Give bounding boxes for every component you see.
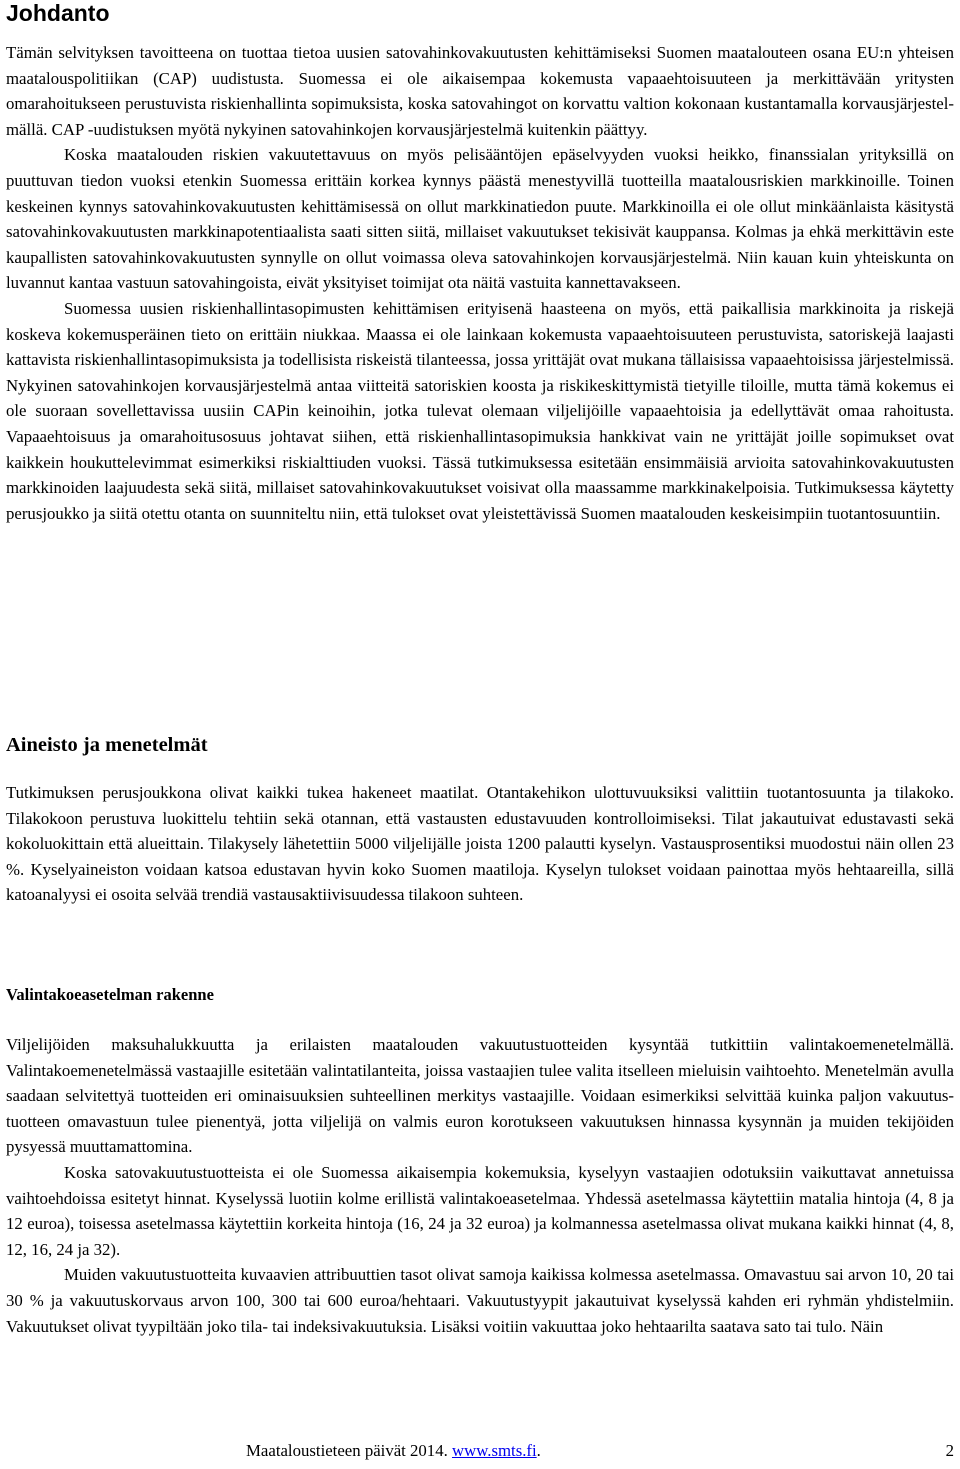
methods-body (6, 780, 954, 908)
paragraph: Koska satovakuutustuotteista ei ole Suomessa aikaisempia kokemuksia, kyselyyn vastaajien odotuksiin vaikuttavat annetuissa vaihtoehdoissa esitetyt hinnat. Kyselyssä luotiin kolme erillistä valintakoeasetelmaa. Yhdessä asetelmassa käytettiin matalia hintoja (4, 8 ja 12 euroa), toisessa asetelmassa käytettiin korkeita hintoja (16, 24 ja 32 euroa) ja kolmannessa asetelmassa olivat mukana kaikki hinnat (4, 8, 12, 16, 24 ja 32). (6, 1162, 954, 1259)
footer-dot: . (536, 1441, 541, 1460)
footer-citation (246, 1440, 541, 1462)
intro-body (6, 40, 954, 526)
paragraph: Tämän selvityksen tavoitteena on tuottaa tietoa uusien satovahinkovakuutusten kehittämiseksi Suomen maatalouteen osana EU:n yhteisen maatalouspolitiikan (CAP) uudistusta. Suomessa ei ole aikaisempaa kokemusta vapaaehtoisuuteen ja merkittävään yritysten omarahoitukseen perustuvista riskienhallinta sopimuksista, koska satovahingot on korvattu valtion kokonaan kustantamalla korvausjärjestelmällä. CAP -uudistuksen myötä nykyinen satovahinkojen korvausjärjestelmä kuitenkin päättyy. (6, 43, 954, 139)
subsection-heading-choice: Valintakoeasetelman rakenne (6, 985, 214, 1004)
paragraph: Viljelijöiden maksuhalukkuutta ja erilaisten maatalouden vakuutustuotteiden kysyntää tutkittiin valintakoemenetelmällä. Valintakoemenetelmässä vastaajille esitetään valintatilanteita, joissa vastaajien tulee valita itselleen mieluisin vaihtoehto. Menetelmän avulla saadaan selvitettyä tuotteiden eri ominaisuuksien suhteellinen merkitys vastaajille. Voidaan esimerkiksi selvittää kuinka paljon vakuutustuotteen omavastuun tulee pienentyä, jotta viljelijä on valmis euron korotukseen vakuutuksen hinnassa kysynnän ja muiden tekijöiden pysyessä muuttamattomina. (6, 1035, 954, 1157)
paragraph: Suomessa uusien riskienhallintasopimusten kehittämisen erityisenä haasteena on myös, että paikallisia markkinoita ja riskejä koskeva kokemusperäinen tieto on erittäin niukkaa. Maassa ei ole lainkaan kokemusta vapaaehtoisuuteen perustuvista, satoriskejä laajasti kattavista riskienhallintasopimuksista ja todellisista riskeistä tilanteessa, jossa yrittäjät ovat mukana tällaisissa vapaaehtoisissa järjestelmissä. Nykyinen satovahinkojen korvausjärjestelmä antaa viitteitä satoriskien koosta ja riskikeskittymistä tietyille tiloille, mutta tämä kokemus ei ole suoraan sovellettavissa uusiin CAPin keinoihin, jotka tulevat olemaan viljelijöille vapaaehtoisia ja edellyttävät omaa rahoitusta. Vapaaehtoisuus ja omarahoitusosuus johtavat siihen, että riskienhallintasopimuksia hankkivat vain ne yrittäjät joille sopimukset ovat kaikkein houkuttelevimmat esimerkiksi riskialttiuden vuoksi. Tässä tutkimuksessa esitetään ensimmäisiä arvioita satovahinkovakuutusten markkinoiden laajuudesta sekä siitä, millaiset satovahinkovakuutukset voisivat olla maassamme markkinakelpoisia. Tutkimuksessa käytetty perusjoukko ja siitä otettu otanta on suunniteltu niin, että tulokset ovat yleistettävissä Suomen maatalouden keskeisimpiin tuotantosuuntiin. (6, 298, 954, 523)
paragraph: Tutkimuksen perusjoukkona olivat kaikki tukea hakeneet maatilat. Otantakehikon ulottuvuuksiksi valittiin tuotantosuunta ja tilakoko. Tilakokoon perustuva luokittelu tehtiin sekä otannan, että vastausten edustavuuden kontrolloimiseksi. Tilat jakautuivat edustavasti sekä kokoluokittain että alueittain. Tilakysely lähetettiin 5000 viljelijälle joista 1200 palautti kyselyn. Vastausprosentiksi muodostui näin ollen 23 %. Kyselyaineiston voidaan katsoa edustavan hyvin koko Suomen maatiloja. Kyselyn tulokset voidaan painottaa myös hehtaareilla, sillä katoanalyysi ei osoita selvää trendiä vastausaktiivisuudessa tilakoon suhteen. (6, 783, 954, 905)
page-number: 2 (945, 1441, 954, 1460)
footer-link[interactable]: www.smts.fi (451, 1441, 537, 1460)
paragraph: Koska maatalouden riskien vakuutettavuus on myös pelisääntöjen epäselvyyden vuoksi heikko, finanssialan yrityksillä on puuttuvan tiedon vuoksi etenkin Suomessa erittäin korkea kynnys päästä menestyvillä tuotteilla maatalousriskien markkinoille. Toinen keskeinen kynnys satovahinkovakuutusten kehittämisessä on ollut markkinatiedon puute. Markkinoilla ei ole ollut minkäänlaista käsitystä satovahinkovakuutusten markkinapotentiaalista saati sitten siitä, millaiset vakuutukset tekisivät kauppansa. Kolmas ja ehkä merkittävin este kaupallisten satovahinkovakuutusten synnylle on ollut voimassa oleva satovahinkojen korvausjärjestelmä. Niin kauan kuin yhteiskunta on luvannut kantaa vastuun satovahingoista, eivät yksityiset toimijat ota näitä vastuita kannettavakseen. (6, 145, 954, 293)
paragraph: Muiden vakuutustuotteita kuvaavien attribuuttien tasot olivat samoja kaikissa kolmessa asetelmassa. Omavastuu sai arvon 10, 20 tai 30 % ja vakuutuskorvaus arvon 100, 300 tai 600 euroa/hehtaari. Vakuutustyypit jakautuivat kyselyssä kahden eri ryhmän yhdistelmiin. Vakuutukset olivat tyypiltään joko tila- tai indeksivakuutuksia. Lisäksi voitiin vakuuttaa joko hehtaarilta saatava sato tai tulo. Näin (6, 1265, 954, 1336)
section-heading-intro: Johdanto (6, 0, 110, 26)
choice-body (6, 1032, 954, 1339)
footer-journal: Maataloustieteen päivät 2014. (246, 1441, 448, 1460)
section-heading-methods: Aineisto ja menetelmät (6, 734, 208, 756)
